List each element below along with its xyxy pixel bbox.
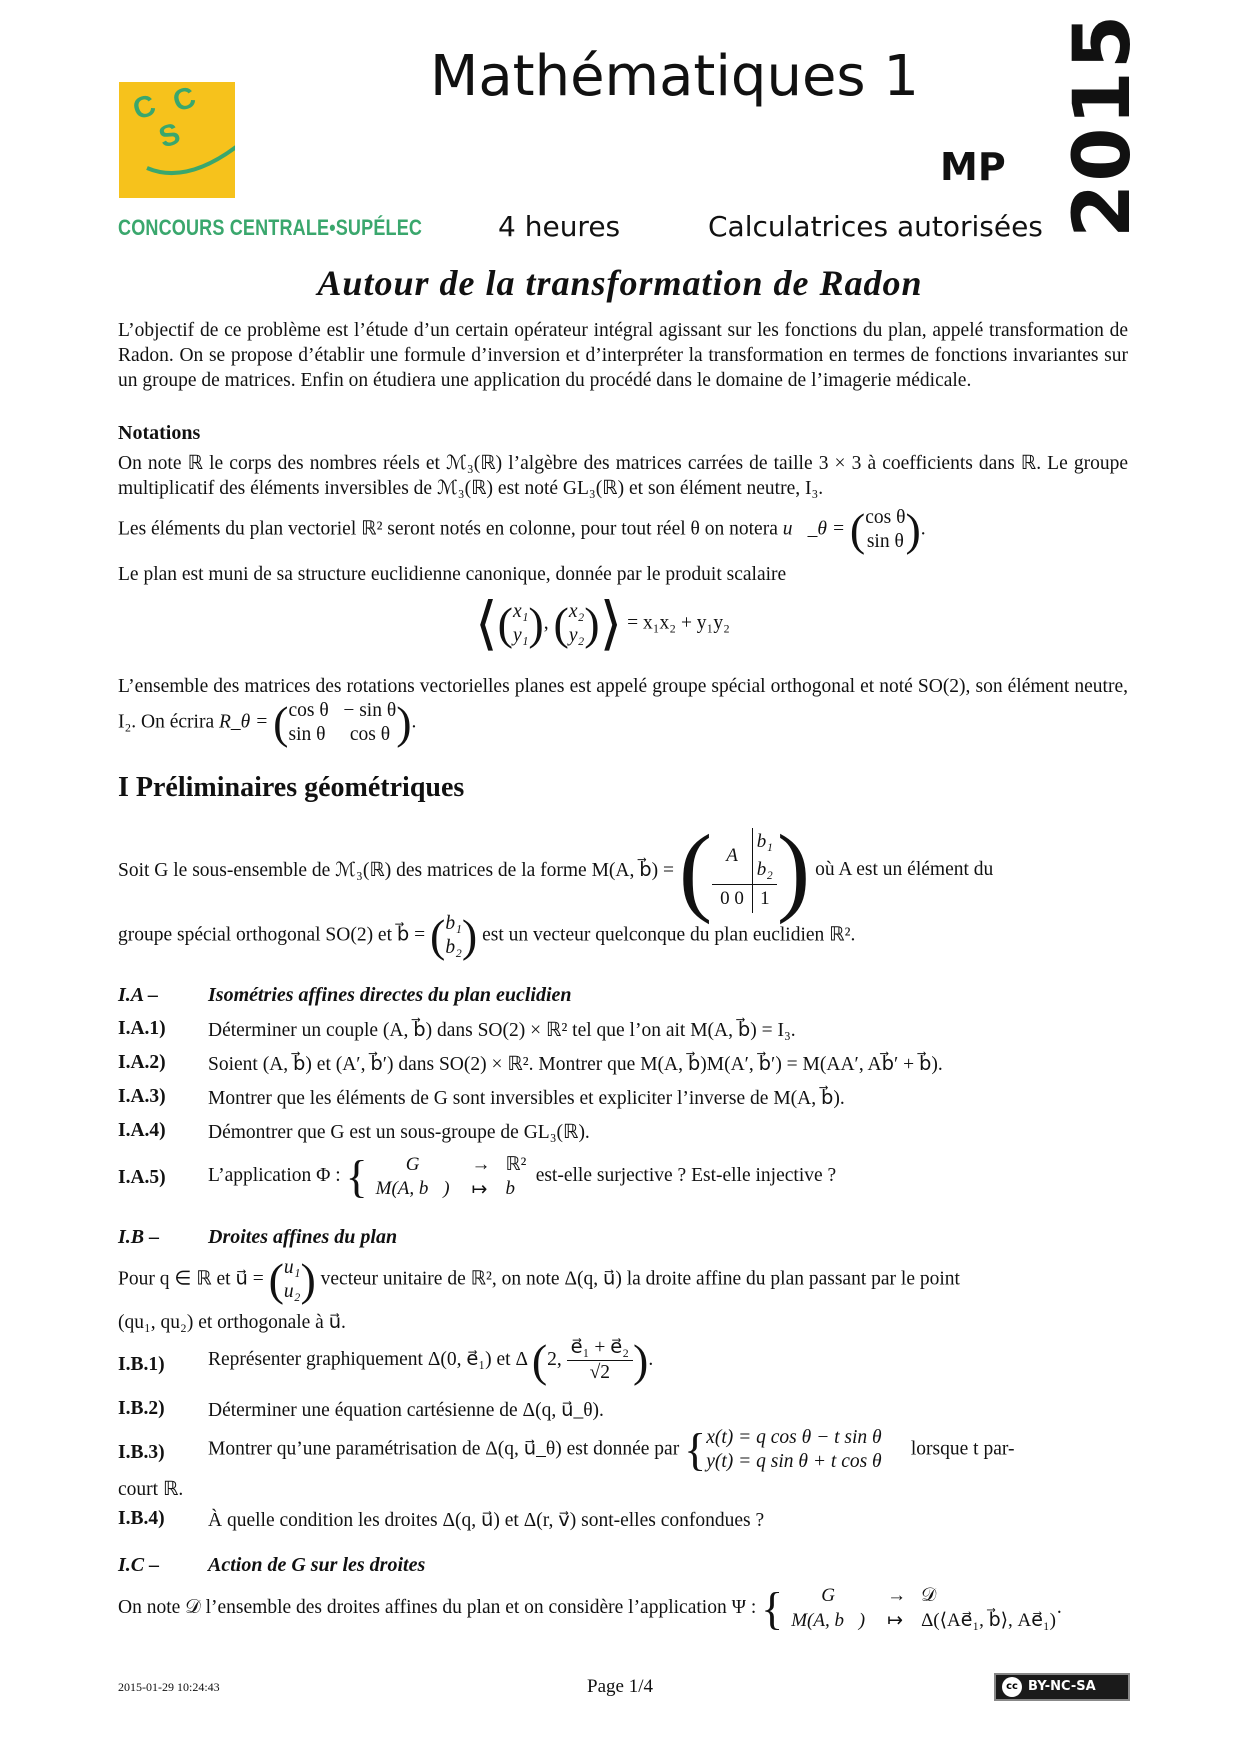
IC-intro: On note 𝒟 l’ensemble des droites affines du plan et on considère l’application Ψ : { G → 𝒟 M(A, b⃗) ↦ Δ(⟨Ae⃗₁, b⃗⟩, Ae⃗₁). bbox=[118, 1582, 1062, 1634]
question-I-A-5-text: L’application Φ : bbox=[208, 1164, 341, 1186]
frac-den: √2 bbox=[589, 1362, 611, 1383]
question-label: I.A.3) bbox=[118, 1086, 166, 1107]
psi-map bbox=[783, 1584, 1057, 1633]
question-I-B-1-text: Représenter graphiquement Δ(0, e⃗₁) et Δ bbox=[208, 1348, 527, 1370]
block-b2: b₂ bbox=[756, 858, 773, 880]
section1-text-c: groupe spécial orthogonal SO(2) et b⃗ = bbox=[118, 924, 426, 946]
map-cell: G bbox=[821, 1585, 836, 1606]
map-cell: → bbox=[471, 1153, 491, 1175]
notations-p4-text: L’ensemble des matrices des rotations vectorielles planes est appelé groupe spécial orthogonal et noté SO(2), son élément neutre, I₂. On écrira bbox=[118, 676, 1128, 733]
frac-num: e⃗₁ + e⃗₂ bbox=[567, 1336, 633, 1361]
duration-label: 4 heures bbox=[498, 210, 621, 243]
question-text: L’application Φ : { G → ℝ² M(A, b⃗) ↦ b⃗ est-elle surjective ? Est-elle injective ? bbox=[208, 1150, 837, 1202]
phi-map bbox=[368, 1152, 531, 1201]
map-cell: → bbox=[887, 1585, 907, 1606]
question-label: I.A.4) bbox=[118, 1120, 166, 1141]
part-IC-name: Action de G sur les droites bbox=[208, 1554, 426, 1576]
system-line: x(t) = q cos θ − t sin θ bbox=[706, 1427, 882, 1448]
u-theta-cos: cos θ bbox=[865, 507, 906, 528]
scalar-product-rhs: = x₁x₂ + y₁y₂ bbox=[627, 612, 730, 634]
section1-text-a: Soit G le sous-ensemble de ℳ₃(ℝ) des matrices de la forme M(A, b⃗) = bbox=[118, 860, 674, 881]
logo bbox=[119, 82, 235, 198]
IC-intro-text: On note 𝒟 l’ensemble des droites affines du plan et on considère l’application Ψ : bbox=[118, 1596, 757, 1618]
section-title: I Préliminaires géométriques bbox=[118, 772, 465, 803]
map-cell: 𝒟 bbox=[921, 1585, 937, 1606]
scalar-product-formula: ⟨(x₁ y₁), (x₂ y₂)⟩ = x₁x₂ + y₁y₂ bbox=[475, 591, 730, 656]
part-IB-label: I.B – bbox=[118, 1226, 160, 1248]
part-IB-name: Droites affines du plan bbox=[208, 1226, 398, 1248]
logo-letter-s: S bbox=[154, 117, 185, 155]
question-label: I.A.1) bbox=[118, 1018, 166, 1039]
question-I-B-3-after: lorsque t par- bbox=[910, 1438, 1015, 1460]
year-label: 2015 bbox=[1058, 12, 1148, 238]
section1-paragraph-1: Soit G le sous-ensemble de ℳ₃(ℝ) des matrices de la forme M(A, b⃗) = ( A b₁ b₂ 0 0 1 ) où A est un élément du bbox=[118, 814, 994, 925]
logo-letter-c1: C bbox=[128, 88, 160, 127]
map-cell: G bbox=[405, 1153, 420, 1175]
question-I-B-3-text: Montrer qu’une paramétrisation de Δ(q, u⃗_θ) est donnée par bbox=[208, 1438, 680, 1460]
block-A: A bbox=[712, 828, 752, 885]
map-cell: ℝ² bbox=[505, 1154, 527, 1175]
map-cell: M(A, b⃗) bbox=[375, 1178, 450, 1199]
map-cell: b⃗ bbox=[505, 1178, 530, 1199]
notations-paragraph-3: Le plan est muni de sa structure euclidienne canonique, donnée par le produit scalaire bbox=[118, 564, 787, 585]
frac-pre: 2, bbox=[547, 1348, 562, 1370]
license-badge bbox=[994, 1673, 1130, 1701]
question-label: I.A.2) bbox=[118, 1052, 166, 1073]
notations-heading: Notations bbox=[118, 422, 201, 444]
section1-text-b: où A est un élément du bbox=[815, 859, 994, 880]
block-zeros: 0 0 bbox=[712, 884, 752, 913]
rot-cell: cos θ bbox=[288, 700, 329, 721]
subtitle: Autour de la transformation de Radon bbox=[317, 263, 923, 303]
question-I-A-5-after: est-elle surjective ? Est-elle injective ? bbox=[535, 1164, 837, 1186]
block-b1: b₁ bbox=[756, 830, 773, 852]
map-cell: ↦ bbox=[887, 1610, 904, 1631]
logo-letter-c2: C bbox=[168, 82, 200, 119]
question-text: À quelle condition les droites Δ(q, u⃗) et Δ(r, v⃗) sont-elles confondues ? bbox=[208, 1510, 765, 1531]
question-label: I.A.5) bbox=[118, 1167, 166, 1188]
footer-date: 2015-01-29 10:24:43 bbox=[118, 1680, 220, 1694]
map-cell: Δ(⟨Ae⃗₁, b⃗⟩, Ae⃗₁) bbox=[921, 1610, 1056, 1631]
track-label: MP bbox=[940, 145, 1006, 189]
u-theta-label: u⃗_θ = bbox=[782, 518, 846, 540]
question-text: Montrer que les éléments de G sont inversibles et expliciter l’inverse de M(A, b⃗). bbox=[208, 1088, 845, 1109]
rotation-lhs: R_θ = bbox=[219, 711, 269, 733]
system-line: y(t) = q sin θ + t cos θ bbox=[706, 1451, 882, 1472]
section1-paragraph-2: groupe spécial orthogonal SO(2) et b⃗ = (b₁ b₂) est un vecteur quelconque du plan euclidien ℝ². bbox=[118, 910, 856, 961]
part-IA-label: I.A – bbox=[118, 984, 159, 1006]
logo-graphic bbox=[119, 82, 235, 198]
notations-paragraph-2: Les éléments du plan vectoriel ℝ² seront notés en colonne, pour tout réel θ on notera u⃗_θ = (cos θ sin θ). bbox=[118, 504, 926, 555]
license-text: BY-NC-SA bbox=[1028, 1679, 1096, 1694]
part-IC-label: I.C – bbox=[118, 1554, 160, 1576]
b-col-1: b₁ bbox=[445, 913, 462, 934]
page-title: Mathématiques 1 bbox=[430, 44, 920, 109]
question-text: Représenter graphiquement Δ(0, e⃗₁) et Δ (2, $\frac{\text{e⃗₁ + e⃗₂}}{√2}$ ). bbox=[208, 1334, 654, 1386]
IB-intro: Pour q ∈ ℝ et u⃗ = (u₁ u₂) vecteur unitaire de ℝ², on note Δ(q, u⃗) la droite affine du plan passant par le point bbox=[118, 1254, 960, 1305]
question-text: Déterminer une équation cartésienne de Δ(q, u⃗_θ). bbox=[208, 1400, 604, 1421]
section1-text-d: est un vecteur quelconque du plan euclidien ℝ². bbox=[482, 924, 856, 946]
question-label: I.B.4) bbox=[118, 1508, 165, 1529]
IB-intro-a: Pour q ∈ ℝ et u⃗ = bbox=[118, 1268, 264, 1290]
question-label: I.B.1) bbox=[118, 1354, 165, 1375]
notations-paragraph-4: L’ensemble des matrices des rotations vectorielles planes est appelé groupe spécial orthogonal et noté SO(2), son élément neutre, I₂. On écrira R_θ = (cos θ − sin θ sin θ cos θ ). bbox=[118, 676, 1128, 748]
question-text: Démontrer que G est un sous-groupe de GL₃(ℝ). bbox=[208, 1122, 590, 1143]
u-col-1: u₁ bbox=[283, 1257, 301, 1278]
question-label: I.B.2) bbox=[118, 1398, 165, 1419]
map-cell: ↦ bbox=[471, 1178, 488, 1200]
map-cell: M(A, b⃗) bbox=[791, 1609, 866, 1631]
notations-paragraph-1: On note ℝ le corps des nombres réels et ℳ₃(ℝ) l’algèbre des matrices carrées de taille 3 × 3 à coefficients dans ℝ. Le groupe multiplicatif des éléments inversibles de ℳ₃(ℝ) est noté GL₃(ℝ) et son élément neutre, I₃. bbox=[118, 453, 1128, 499]
question-label: I.B.3) bbox=[118, 1442, 165, 1463]
part-IA-name: Isométries affines directes du plan euclidien bbox=[208, 984, 572, 1006]
calculator-label: Calculatrices autorisées bbox=[708, 210, 1043, 243]
logo-text: CONCOURS CENTRALE•SUPÉLEC bbox=[118, 215, 423, 240]
question-I-B-3-cont: court ℝ. bbox=[118, 1479, 184, 1500]
rot-cell: − sin θ bbox=[343, 700, 397, 721]
question-text: Montrer qu’une paramétrisation de Δ(q, u⃗_θ) est donnée par {x(t) = q cos θ − t sin θ y(t) = q sin θ + t cos θ lorsque t par- bbox=[208, 1424, 1015, 1475]
page-number: Page 1/4 bbox=[587, 1676, 653, 1697]
block-one: 1 bbox=[752, 884, 777, 913]
intro-paragraph: L’objectif de ce problème est l’étude d’un certain opérateur intégral agissant sur les fonctions du plan, appelé transformation de Radon. On se propose d’établir une formule d’inversion et d’interpréter la transformation en termes de fonctions invariantes sur un groupe de matrices. Enfin on étudiera une application du procédé dans le domaine de l’imagerie médicale. bbox=[118, 320, 1128, 391]
u-col-2: u₂ bbox=[283, 1281, 301, 1302]
notations-p2-text: Les éléments du plan vectoriel ℝ² seront notés en colonne, pour tout réel θ on notera bbox=[118, 518, 778, 540]
question-text: Soient (A, b⃗) et (A′, b⃗′) dans SO(2) × ℝ². Montrer que M(A, b⃗)M(A′, b⃗′) = M(AA′, Ab⃗′ + b⃗). bbox=[208, 1054, 943, 1075]
block-matrix bbox=[712, 828, 777, 913]
cc-icon: cc bbox=[1002, 1677, 1022, 1697]
IB-intro-b: vecteur unitaire de ℝ², on note Δ(q, u⃗) la droite affine du plan passant par le point bbox=[320, 1268, 960, 1290]
u-theta-sin: sin θ bbox=[866, 531, 904, 552]
rot-cell: sin θ bbox=[288, 724, 326, 745]
IB-intro-c: (qu₁, qu₂) et orthogonale à u⃗. bbox=[118, 1312, 346, 1333]
question-text: Déterminer un couple (A, b⃗) dans SO(2) × ℝ² tel que l’on ait M(A, b⃗) = I₃. bbox=[208, 1020, 796, 1041]
b-col-2: b₂ bbox=[445, 937, 462, 958]
rot-cell: cos θ bbox=[349, 724, 391, 745]
